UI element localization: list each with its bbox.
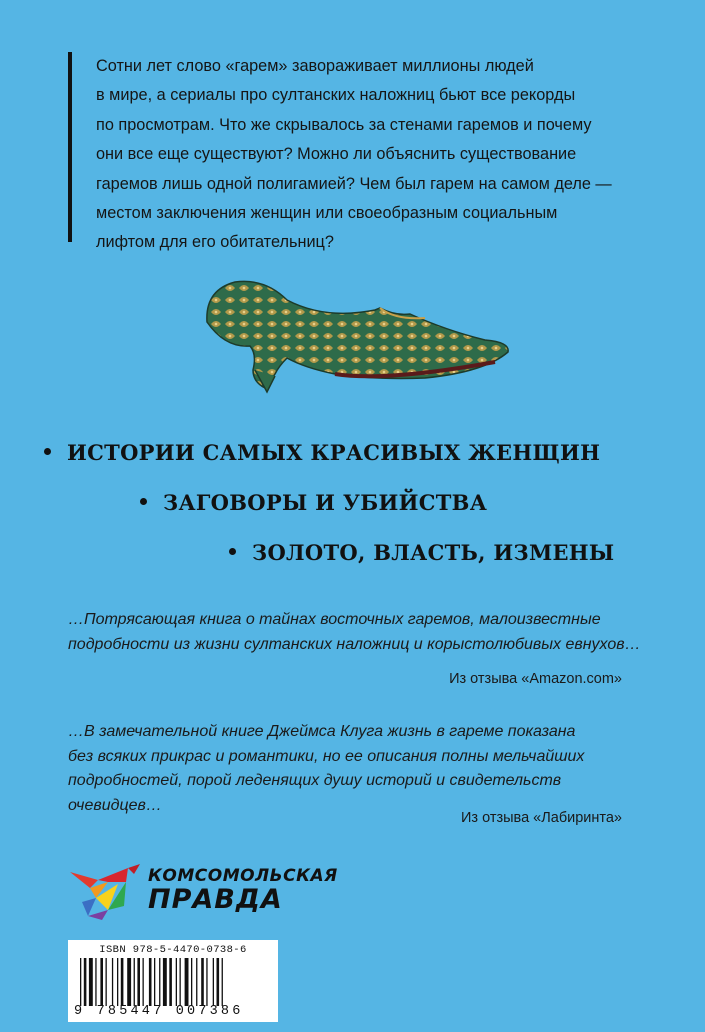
bullet-dot-icon: [229, 548, 236, 555]
review-line: без всяких прикрас и романтики, но ее описания полны мельчайших: [68, 747, 585, 765]
intro-line: они все еще существуют? Можно ли объяснить существование: [96, 145, 577, 164]
intro-line: местом заключения женщин или своеобразным социальным: [96, 204, 558, 223]
publisher-line2: ПРАВДА: [148, 884, 283, 915]
bird-logo-icon: [68, 862, 148, 922]
barcode-bars: [74, 958, 270, 1006]
bullet-dot-icon: [140, 498, 147, 505]
review-line: подробностей, порой леденящих душу историй и свидетельств: [68, 772, 562, 789]
isbn-text: ISBN 978-5-4470-0738-6: [99, 944, 247, 956]
bullet-dot-icon: [44, 448, 51, 455]
review-source: Из отзыва «Amazon.com»: [449, 671, 622, 687]
intro-text: [96, 52, 628, 258]
review-quote: [68, 720, 638, 818]
publisher-line1: КОМСОМОЛЬСКАЯ: [148, 866, 338, 886]
bullet-text: ЗАГОВОРЫ И УБИЙСТВА: [163, 490, 488, 515]
intro-line: в мире, а сериалы про султанских наложниц бьют все рекорды: [96, 86, 576, 105]
barcode-block: [68, 940, 278, 1022]
bullet-item: [44, 440, 600, 465]
publisher-name: [148, 866, 338, 915]
intro-line: гаремов лишь одной полигамией? Чем был гарем на самом деле —: [96, 174, 612, 193]
review-quote: [68, 608, 641, 657]
review-line: …Потрясающая книга о тайнах восточных гаремов, малоизвестные: [68, 611, 601, 628]
intro-block: [68, 52, 628, 252]
intro-line: лифтом для его обитательниц?: [96, 233, 334, 252]
review-source: Из отзыва «Лабиринта»: [460, 810, 622, 826]
intro-line: Сотни лет слово «гарем» завораживает миллионы людей: [96, 57, 534, 75]
bullet-text: ИСТОРИИ САМЫХ КРАСИВЫХ ЖЕНЩИН: [67, 440, 601, 465]
bullet-item: [140, 490, 487, 515]
intro-line: по просмотрам. Что же скрывалось за стенами гаремов и почему: [96, 115, 592, 134]
bullet-text: ЗОЛОТО, ВЛАСТЬ, ИЗМЕНЫ: [252, 540, 615, 565]
bullet-item: [229, 540, 614, 565]
barcode-number: 9 785447 007386: [74, 1004, 244, 1019]
review-line: очевидцев…: [68, 796, 162, 814]
review-line: …В замечательной книге Джеймса Клуга жизнь в гареме показана: [68, 723, 576, 740]
review-line: подробности из жизни султанских наложниц и корыстолюбивых евнухов…: [68, 635, 641, 653]
shoe-illustration: [195, 270, 515, 400]
